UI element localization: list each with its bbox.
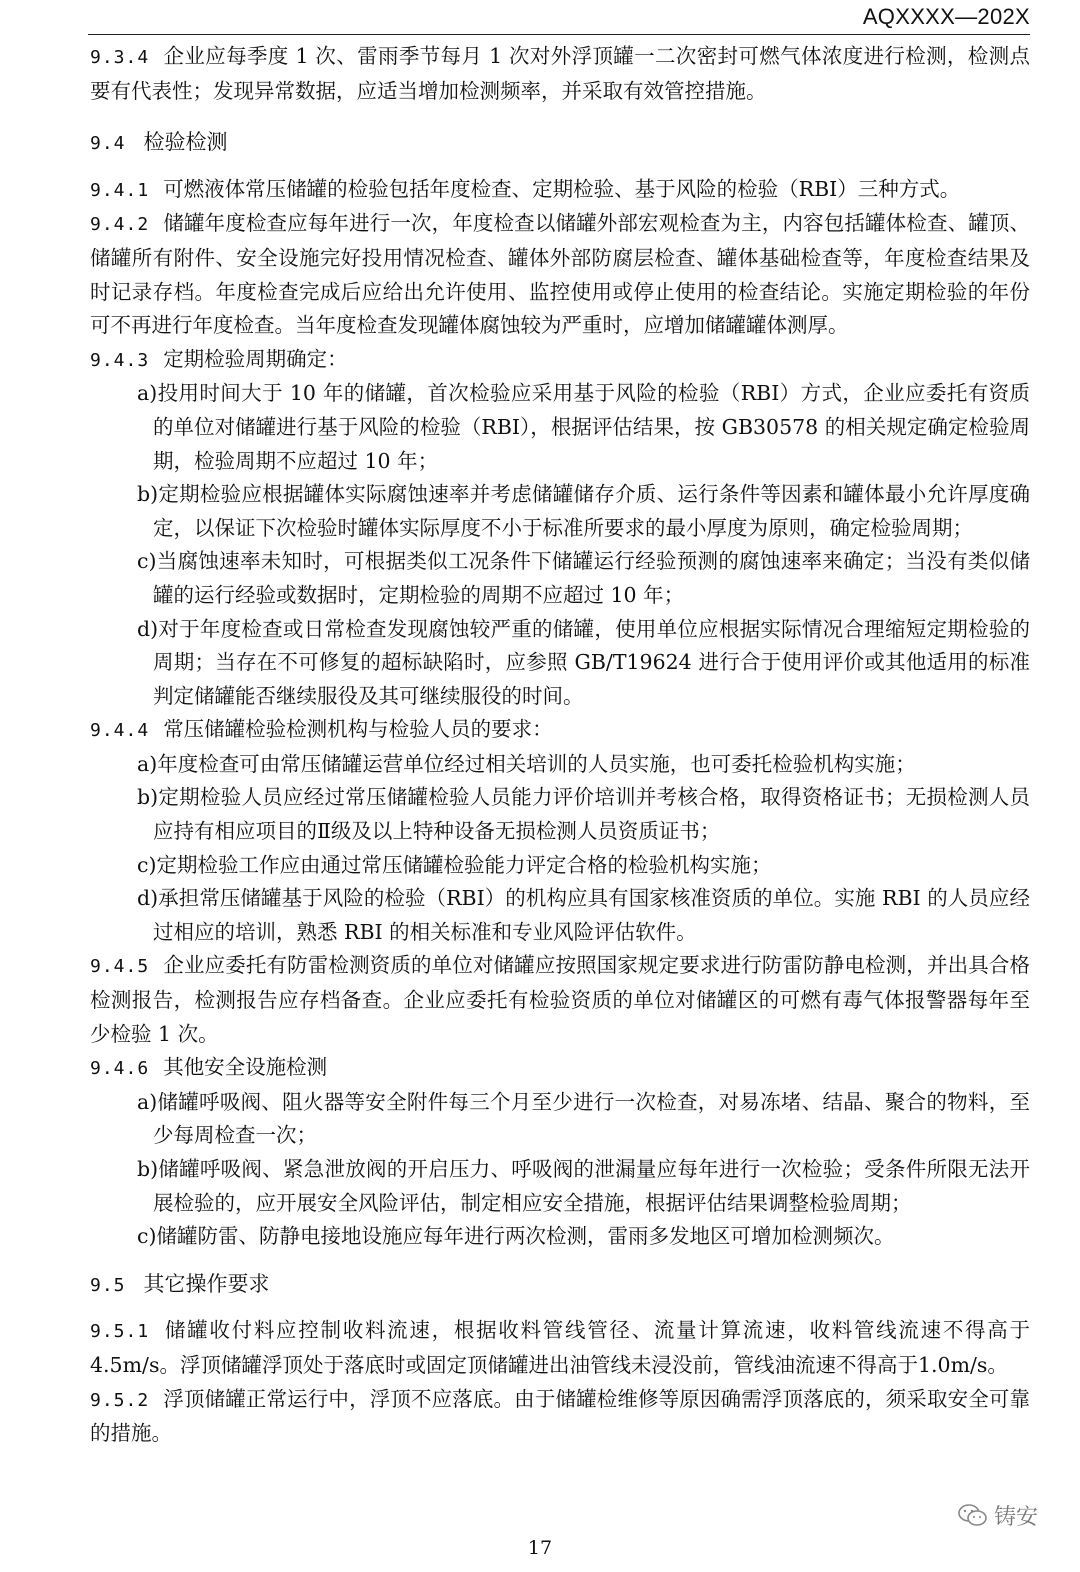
clause-number: 9.4.6 bbox=[90, 1058, 150, 1080]
list-item: d)承担常压储罐基于风险的检验（RBI）的机构应具有国家核准资质的单位。实施 RBI 的人员应经过相应的培训，熟悉 RBI 的相关标准和专业风险评估软件。 bbox=[137, 886, 1030, 944]
page-number: 17 bbox=[527, 1537, 553, 1559]
list-item: a)投用时间大于 10 年的储罐，首次检验应采用基于风险的检验（RBI）方式，企业应委托有资质的单位对储罐进行基于风险的检验（RBI），根据评估结果，按 GB30578 的相关规定确定检验周期，检验周期不应超过 10 年； bbox=[137, 381, 1030, 473]
watermark bbox=[958, 1500, 1038, 1531]
list-item: b)定期检验人员应经过常压储罐检验人员能力评价培训并考核合格，取得资格证书；无损检测人员应持有相应项目的Ⅱ级及以上特种设备无损检测人员资质证书； bbox=[137, 785, 1030, 844]
list-item: b)定期检验应根据罐体实际腐蚀速率并考虑储罐储存介质、运行条件等因素和罐体最小允许厚度确定，以保证下次检验时罐体实际厚度不小于标准所要求的最小厚度为原则，确定检验周期； bbox=[137, 482, 1030, 540]
header-rule bbox=[88, 34, 1030, 35]
list-item: a)年度检查可由常压储罐运营单位经过相关培训的人员实施，也可委托检验机构实施； bbox=[137, 751, 916, 776]
clause-text: 常压储罐检验检测机构与检验人员的要求： bbox=[163, 717, 553, 742]
clause-number: 9.3.4 bbox=[90, 47, 150, 68]
clause-number: 9.4.1 bbox=[90, 179, 150, 201]
clause-9-4-4 bbox=[90, 713, 1030, 748]
section-title: 其它操作要求 bbox=[143, 1271, 270, 1296]
section-number: 9.5 bbox=[90, 1274, 126, 1296]
clause-text: 可燃液体常压储罐的检验包括年度检查、定期检验、基于风险的检验（RBI）三种方式。 bbox=[163, 176, 961, 201]
clause-text: 定期检验周期确定： bbox=[163, 346, 348, 371]
clause-number: 9.4.5 bbox=[90, 956, 150, 978]
clause-text: 浮顶储罐正常运行中，浮顶不应落底。由于储罐检维修等原因确需浮顶落底的，须采取安全可靠的措施。 bbox=[90, 1386, 1030, 1446]
section-heading-9-5 bbox=[90, 1268, 1030, 1303]
section-heading-9-4 bbox=[90, 126, 1030, 161]
clause-9-5-1 bbox=[90, 1314, 1030, 1382]
clause-9-5-2 bbox=[90, 1383, 1030, 1451]
clause-9-4-5 bbox=[90, 949, 1030, 1051]
clause-number: 9.5.1 bbox=[90, 1321, 150, 1343]
list-item: a)储罐呼吸阀、阻火器等安全附件每三个月至少进行一次检查，对易冻堵、结晶、聚合的物料，至少每周检查一次； bbox=[137, 1089, 1030, 1148]
clause-9-4-6 bbox=[90, 1051, 1030, 1086]
clause-text: 企业应委托有防雷检测资质的单位对储罐应按照国家规定要求进行防雷防静电检测，并出具合格检测报告，检测报告应存档备查。企业应委托有检验资质的单位对储罐区的可燃有毒气体报警器每年至少检验 1 次。 bbox=[90, 953, 1030, 1046]
clause-text: 储罐年度检查应每年进行一次，年度检查以储罐外部宏观检查为主，内容包括罐体检查、罐顶、储罐所有附件、安全设施完好投用情况检查、罐体外部防腐层检查、罐体基础检查等，年度检查结果及时记录存档。年度检查完成后应给出允许使用、监控使用或停止使用的检查结论。实施定期检验的年份可不再进行年度检查。当年度检查发现罐体腐蚀较为严重时，应增加储罐罐体测厚。 bbox=[90, 211, 1030, 338]
clause-number: 9.4.3 bbox=[90, 349, 150, 371]
clause-number: 9.4.2 bbox=[90, 214, 150, 236]
wechat-icon bbox=[958, 1503, 988, 1529]
clause-number: 9.4.4 bbox=[90, 720, 150, 742]
clause-9-4-2 bbox=[90, 207, 1030, 342]
list-item: c)定期检验工作应由通过常压储罐检验能力评定合格的检验机构实施； bbox=[137, 852, 772, 877]
list-item: b)储罐呼吸阀、紧急泄放阀的开启压力、呼吸阀的泄漏量应每年进行一次检验；受条件所限无法开展检验的，应开展安全风险评估，制定相应安全措施，根据评估结果调整检验周期； bbox=[137, 1157, 1030, 1215]
list-item: c)当腐蚀速率未知时，可根据类似工况条件下储罐运行经验预测的腐蚀速率来确定；当没有类似储罐的运行经验或数据时，定期检验的周期不应超过 10 年； bbox=[137, 549, 1030, 607]
clause-text: 企业应每季度 1 次、雷雨季节每月 1 次对外浮顶罐一二次密封可燃气体浓度进行检测，检测点要有代表性；发现异常数据，应适当增加检测频率，并采取有效管控措施。 bbox=[90, 44, 1030, 103]
list-item: c)储罐防雷、防静电接地设施应每年进行两次检测，雷雨多发地区可增加检测频次。 bbox=[137, 1224, 895, 1249]
section-title: 检验检测 bbox=[143, 130, 228, 155]
section-number: 9.4 bbox=[90, 133, 126, 155]
clause-text: 其他安全设施检测 bbox=[163, 1055, 328, 1080]
document-code: AQXXXX—202X bbox=[862, 4, 1030, 29]
document-body bbox=[90, 40, 1030, 1451]
watermark-text: 铸安 bbox=[994, 1505, 1039, 1530]
clause-text: 储罐收付料应控制收料流速，根据收料管线管径、流量计算流速，收料管线流速不得高于4.5m/s。浮顶储罐浮顶处于落底时或固定顶储罐进出油管线未浸没前，管线油流速不得高于1.0m/s。 bbox=[90, 1318, 1030, 1377]
clause-9-4-1 bbox=[90, 173, 1030, 208]
clause-9-4-3 bbox=[90, 343, 1030, 378]
clause-number: 9.5.2 bbox=[90, 1389, 150, 1411]
list-item: d)对于年度检查或日常检查发现腐蚀较严重的储罐，使用单位应根据实际情况合理缩短定期检验的周期；当存在不可修复的超标缺陷时，应参照 GB/T19624 进行合于使用评价或其他适用的标准判定储罐能否继续服役及其可继续服役的时间。 bbox=[137, 616, 1030, 708]
clause-9-3-4 bbox=[90, 40, 1030, 108]
